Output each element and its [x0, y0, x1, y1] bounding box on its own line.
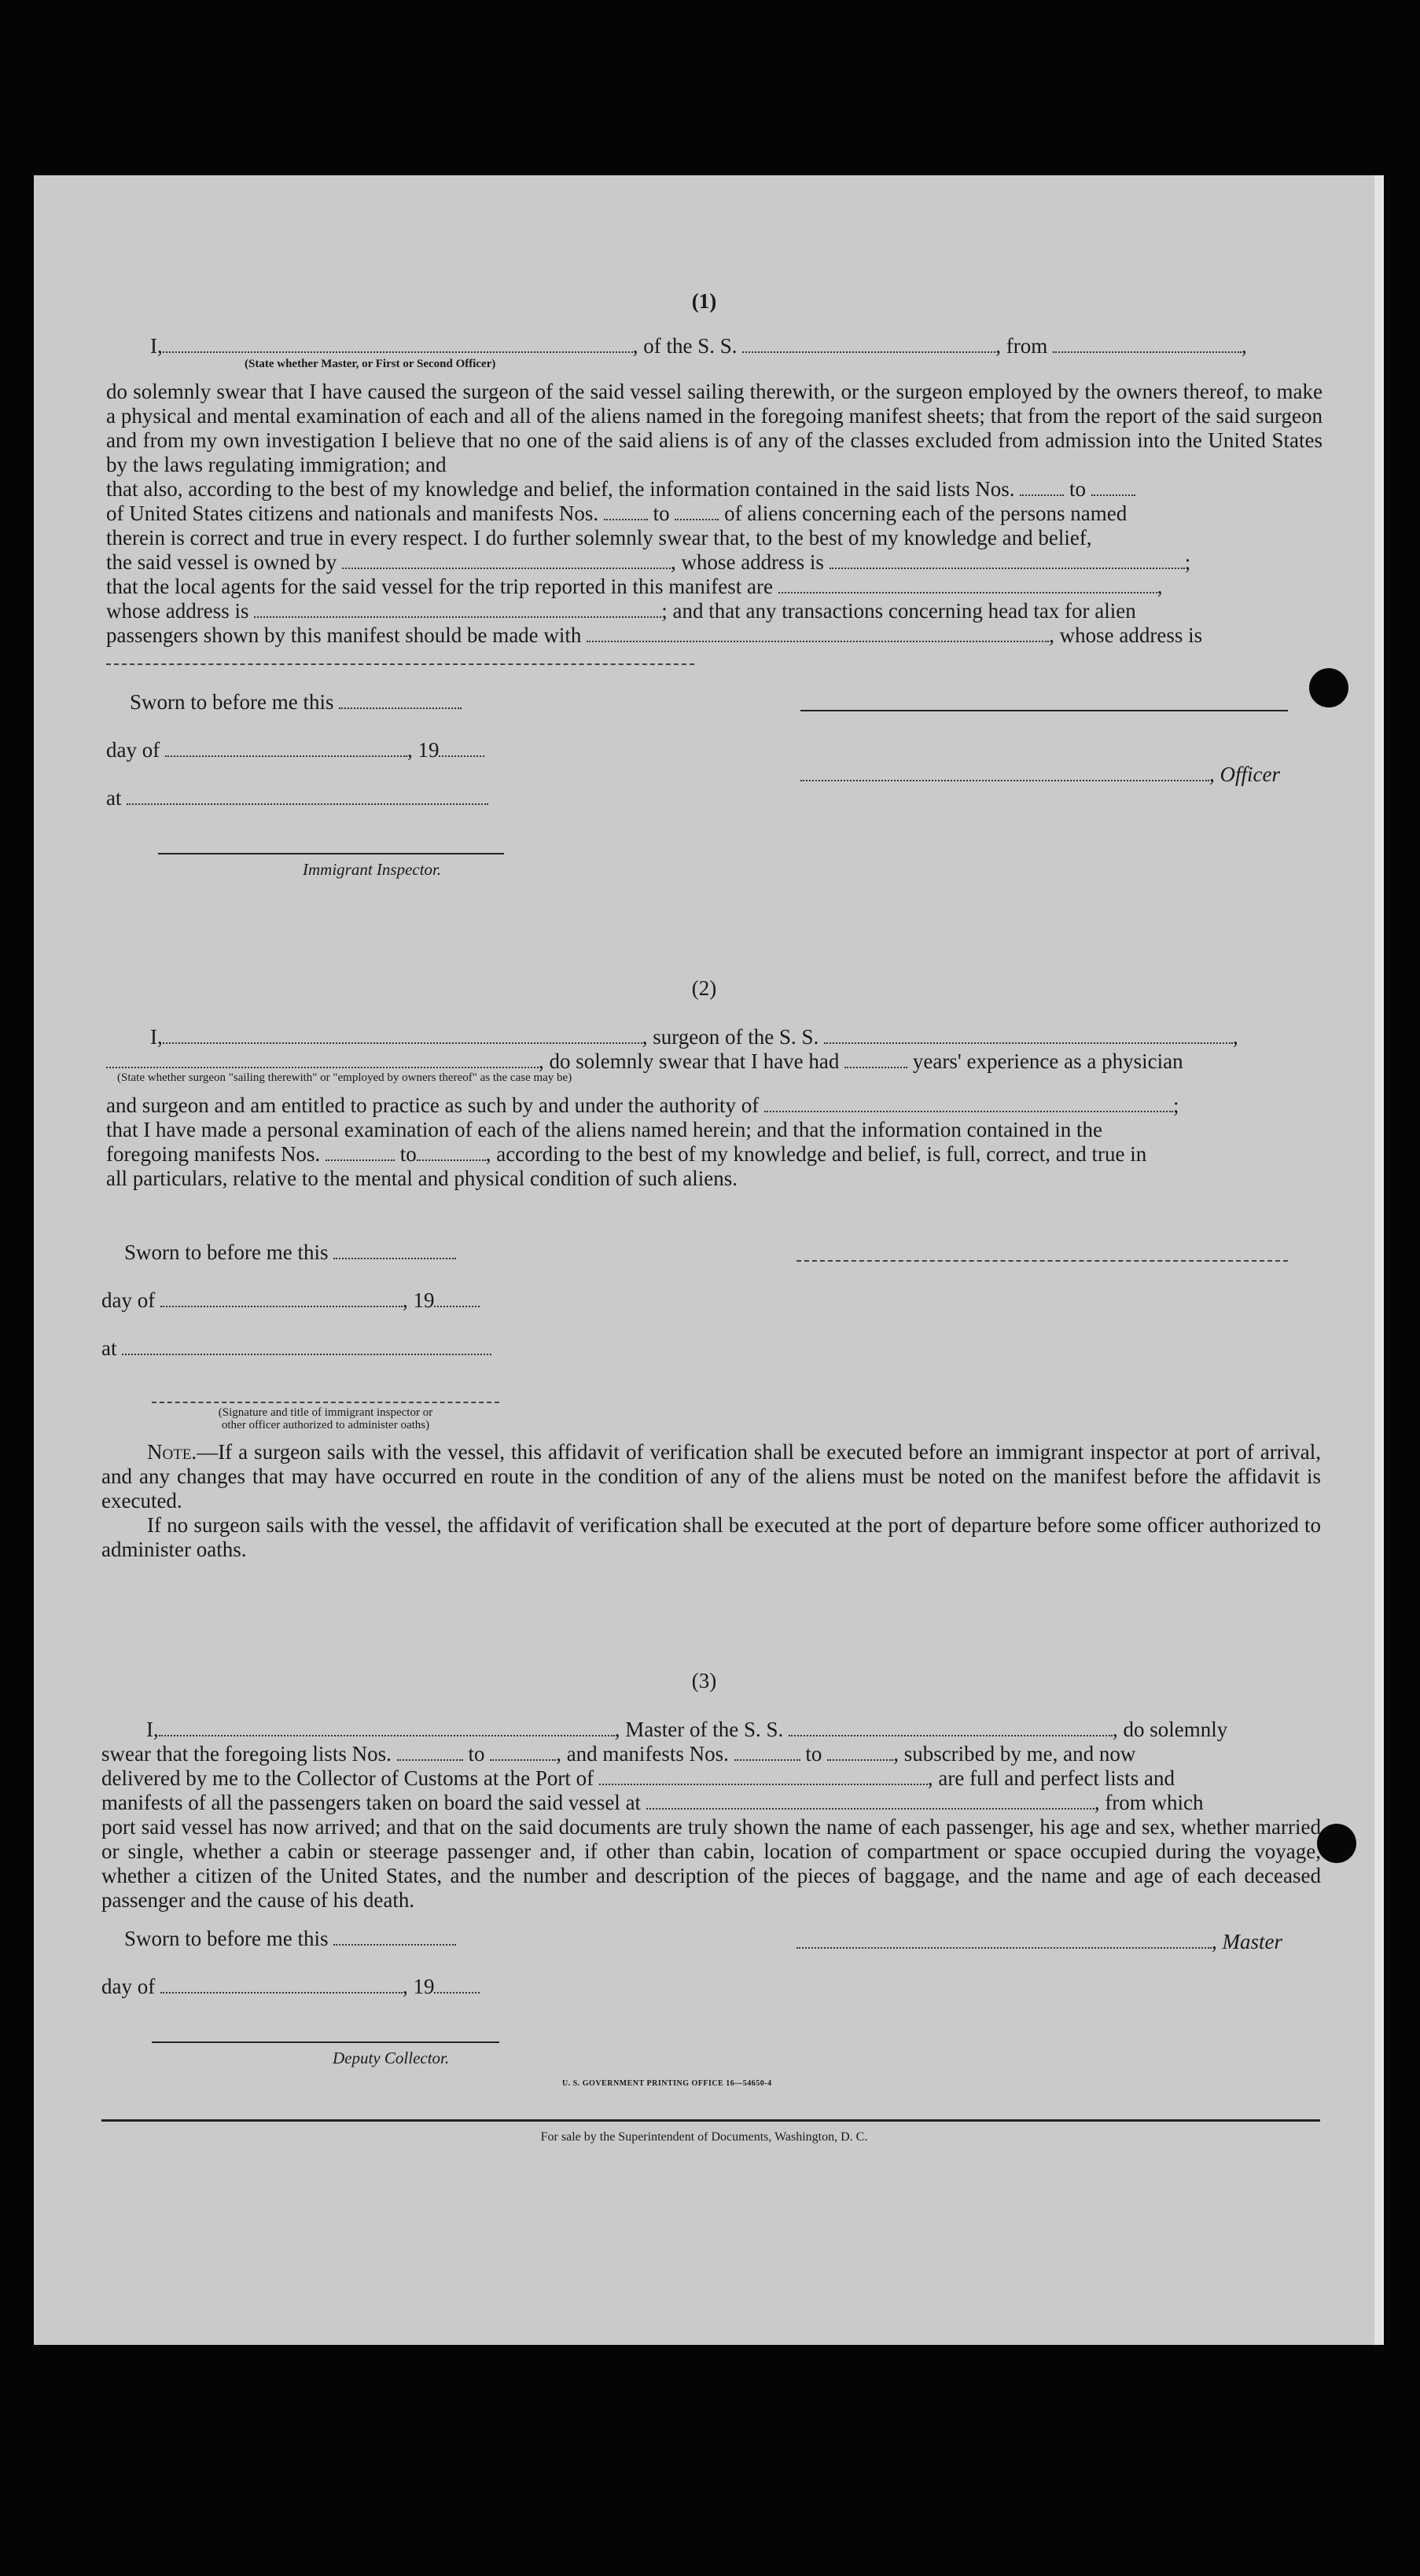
- section-1-owned-line: the said vessel is owned by , whose address is ;: [106, 550, 1191, 574]
- address-line: [106, 663, 694, 665]
- section-1-lists-line: that also, according to the best of my knowledge and belief, the information contained in the said lists Nos. to: [106, 477, 1135, 502]
- section-2-number: (2): [691, 976, 717, 1000]
- at-line-1: at: [106, 786, 488, 810]
- surgeon-signature-line: [796, 1260, 1288, 1262]
- signature-note-1: (Signature and title of immigrant inspector or: [218, 1406, 433, 1419]
- signature-note-2: other officer authorized to administer oaths): [221, 1419, 430, 1431]
- officer-line: , Officer: [800, 763, 1280, 787]
- day-of-line-3: day of , 19: [101, 1975, 480, 1999]
- master-signature-line: , Master: [796, 1930, 1282, 1954]
- master-note: (State whether Master, or First or Second Officer): [245, 358, 496, 370]
- section-1-paragraph: do solemnly swear that I have caused the surgeon of the said vessel sailing therewith, or the surgeon employed by the owners thereof, to make a physical and mental examination of each and all of the aliens named in the foregoing manifest sheets; that from the report of the said surgeon and from my own investigation I believe that no one of the said aliens is of any of the classes excluded from admission into the United States by the laws regulating immigration; and: [106, 380, 1323, 476]
- sworn-line-2: Sworn to before me this: [124, 1240, 456, 1265]
- section-2-heading-line: I, , surgeon of the S. S. ,: [150, 1025, 1238, 1049]
- deputy-collector-label: Deputy Collector.: [333, 2049, 450, 2067]
- section-1-manifests-line: of United States citizens and nationals and manifests Nos. to of aliens concerning each of the persons named: [106, 502, 1128, 525]
- section-2-manifests-line: foregoing manifests Nos. to , according to the best of my knowledge and belief, is full, correct, and true in: [106, 1142, 1147, 1166]
- note-paragraph-2: If no surgeon sails with the vessel, the affidavit of verification shall be executed at the port of departure before some officer authorized to administer oaths.: [101, 1513, 1321, 1561]
- punch-hole-bottom: [1317, 1824, 1356, 1863]
- day-of-line-2: day of , 19: [101, 1288, 480, 1313]
- section-3-port-line: delivered by me to the Collector of Customs at the Port of , are full and perfect lists and: [101, 1766, 1175, 1790]
- section-1-therein-line: therein is correct and true in every respect. I do further solemnly swear that, to the best of my knowledge and belief,: [106, 526, 1092, 549]
- section-1-agents-line: that the local agents for the said vessel for the trip reported in this manifest are ,: [106, 575, 1163, 598]
- sworn-line-3: Sworn to before me this: [124, 1927, 456, 1951]
- day-of-line-1: day of , 19: [106, 738, 484, 763]
- inspector-signature-line: [158, 853, 504, 854]
- section-2-authority-line: and surgeon and am entitled to practice as such by and under the authority of ;: [106, 1093, 1179, 1117]
- at-line-2: at: [101, 1336, 491, 1361]
- surgeon-note: (State whether surgeon "sailing therewith" or "employed by owners thereof" as the case may be): [117, 1071, 572, 1084]
- printing-office-note: U. S. GOVERNMENT PRINTING OFFICE 16—54650-4: [562, 2079, 772, 2088]
- section-2-particulars-line: all particulars, relative to the mental and physical condition of such aliens.: [106, 1167, 738, 1190]
- inspector-signature-line-2: [152, 1402, 499, 1403]
- section-3-lists-line: swear that the foregoing lists Nos. to , and manifests Nos. to , subscribed by me, and now: [101, 1742, 1136, 1766]
- section-3-vessel-line: manifests of all the passengers taken on board the said vessel at , from which: [101, 1791, 1204, 1814]
- section-1-passengers-line: passengers shown by this manifest should be made with , whose address is: [106, 623, 1203, 647]
- section-3-paragraph: port said vessel has now arrived; and that on the said documents are truly shown the name of each passenger, his age and sex, whether married or single, whether a cabin or steerage passenger and, if other than cabin, location of compartment or space occupied during the voyage, whether a citizen of the United States, and the number and description of the pieces of baggage, and the name and age of each deceased passenger and the cause of his death.: [101, 1815, 1321, 1912]
- section-2-swear-line: , do solemnly swear that I have had years' experience as a physician: [106, 1049, 1183, 1074]
- immigrant-inspector-label: Immigrant Inspector.: [303, 860, 442, 879]
- sale-note: For sale by the Superintendent of Documents, Washington, D. C.: [540, 2130, 868, 2144]
- section-3-number: (3): [691, 1669, 717, 1692]
- form-sheet: [34, 175, 1384, 2345]
- section-1-whose-line: whose address is ; and that any transactions concerning head tax for alien: [106, 599, 1136, 623]
- note-paragraph-1: Note.—If a surgeon sails with the vessel, this affidavit of verification shall be executed before an immigrant inspector at port of arrival, and any changes that may have occurred en route in the condition of any of the aliens must be noted on the manifest before the affidavit is executed.: [101, 1440, 1321, 1512]
- deputy-signature-line: [152, 2041, 499, 2043]
- section-3-heading-line: I, , Master of the S. S. , do solemnly: [146, 1718, 1228, 1741]
- section-2-examination-line: that I have made a personal examination of each of the aliens named herein; and that the information contained in the: [106, 1118, 1103, 1141]
- section-1-number: (1): [691, 289, 717, 313]
- sworn-line-1: Sworn to before me this: [130, 690, 462, 715]
- officer-signature-top-line: [800, 710, 1288, 711]
- section-1-heading-line: I, , of the S. S. , from ,: [150, 334, 1247, 358]
- footer-rule: [101, 2119, 1320, 2122]
- punch-hole-top: [1309, 668, 1348, 707]
